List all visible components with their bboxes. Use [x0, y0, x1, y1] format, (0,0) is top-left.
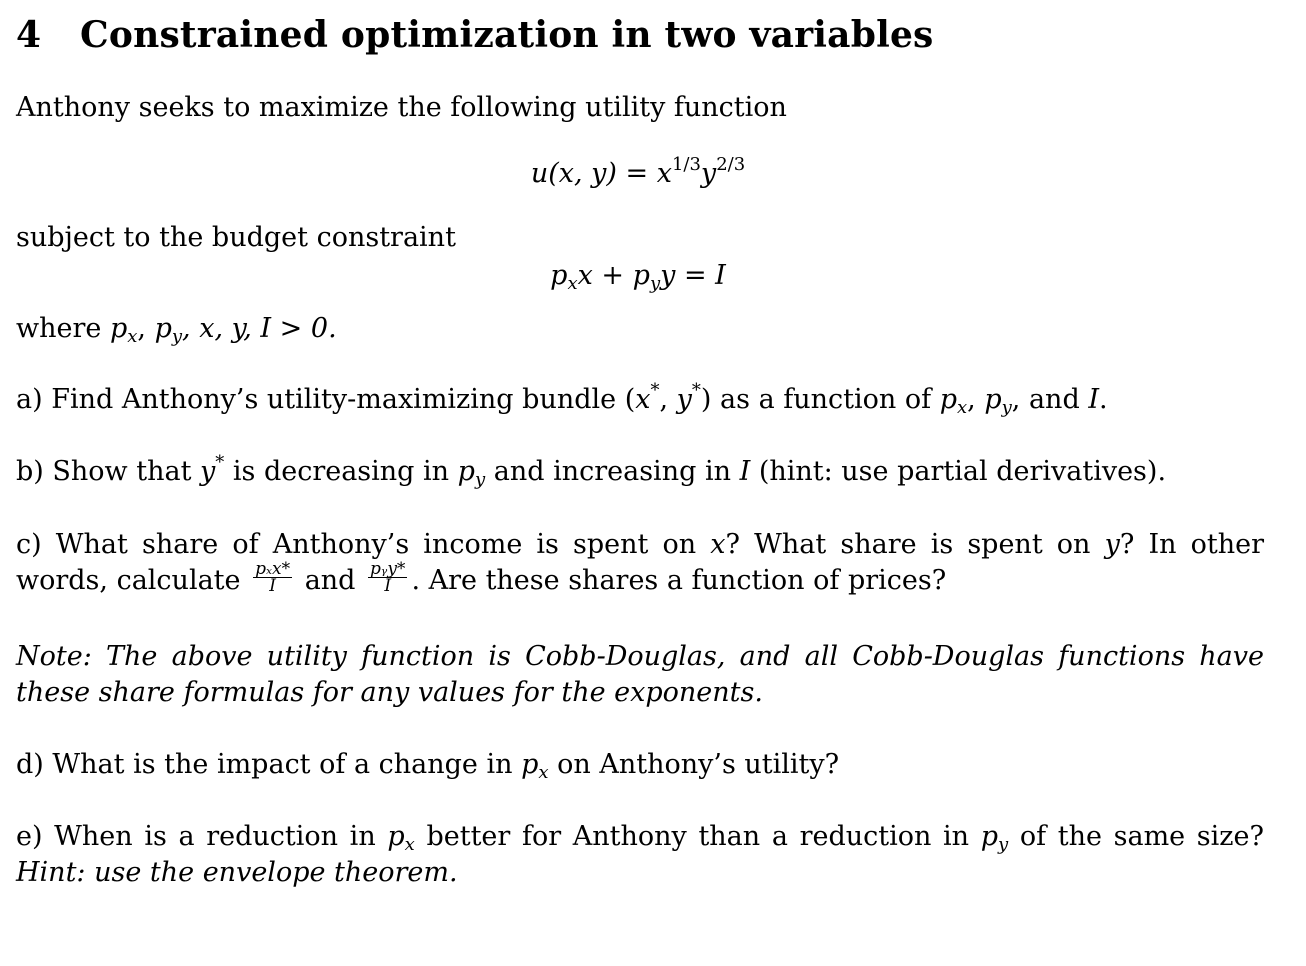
cobb-douglas-note: Note: The above utility function is Cobb-Douglas, and all Cobb-Douglas functions have these share formulas for any values for the exponents. — [16, 641, 1264, 708]
hint-text: Hint: use the envelope theorem. — [16, 857, 458, 888]
share-fraction-x: $\frac{\text{pₓx*}}{I}$ — [255, 559, 291, 596]
question-a: a) Find Anthony’s utility-maximizing bundle (x*, y*) as a function of $p_x$, $p_y$, and I. — [16, 380, 1108, 418]
section-heading — [16, 14, 934, 56]
question-e: e) When is a reduction in $p_x$ better for Anthony than a reduction in $p_y$ of the same size? Hint: use the envelope theorem. — [16, 821, 1264, 888]
question-c: c) What share of Anthony’s income is spent on x? What share is spent on y? In other words, calculate $\frac{\text{pₓx*}}{I}$ and $\frac{\text{pᵧy*}}{I}$ . Are these shares a function of prices? — [16, 529, 1265, 596]
share-fraction-y: $\frac{\text{pᵧy*}}{I}$ — [370, 559, 406, 596]
constraint-intro: subject to the budget constraint — [16, 222, 456, 253]
question-d: d) What is the impact of a change in $p_x$ on Anthony’s utility? — [16, 749, 840, 783]
intro-text: Anthony seeks to maximize the following utility function — [16, 92, 787, 123]
question-b: b) Show that y* is decreasing in $p_y$ and increasing in I (hint: use partial derivatives). — [16, 452, 1167, 490]
utility-equation: u(x, $y) = x^{1/3}y^{2/3}$ — [530, 154, 746, 189]
section-title: Constrained optimization in two variables — [80, 14, 934, 56]
budget-equation: $p_xx + p_yy = I$ — [550, 260, 726, 294]
where-clause: where $p_x$, $p_y$, x, y, I > 0. — [16, 313, 337, 347]
section-number: 4 — [16, 14, 42, 56]
